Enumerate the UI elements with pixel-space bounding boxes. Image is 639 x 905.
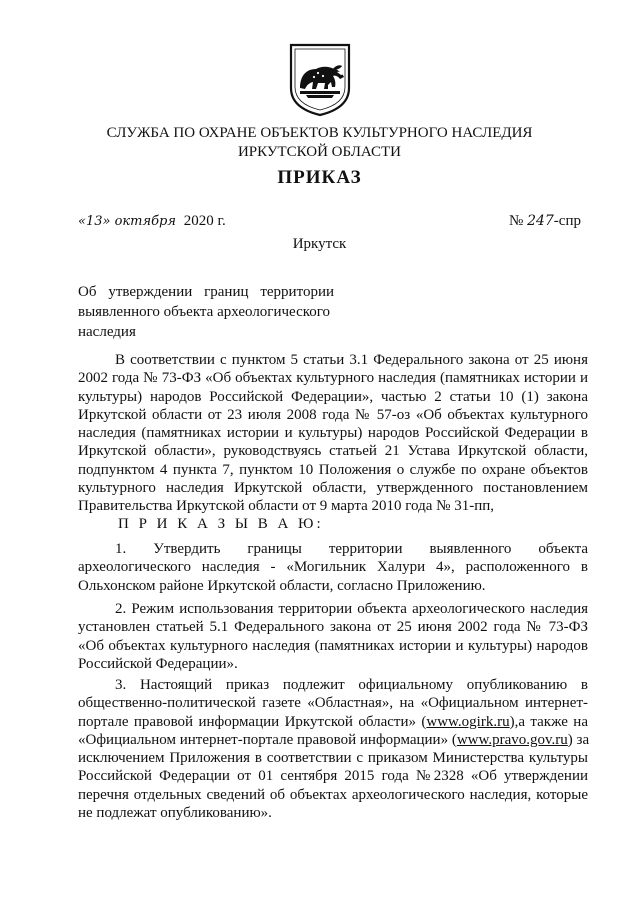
text-fragment: «Официальном интернет-портале правовой информации» ( (78, 731, 457, 748)
paragraph-line: общественно-политической газете «Областная», на «Официальном интернет- (78, 695, 588, 712)
paragraph-line: культурного наследия Иркутской области, утвержденного постановлением (78, 480, 588, 497)
paragraph-line: 1. Утвердить границы территории выявленного объекта (115, 541, 588, 557)
paragraph-line: В соответствии с пунктом 5 статьи 3.1 Федерального закона от 25 июня (115, 352, 588, 368)
preamble-paragraph (78, 351, 588, 516)
order-item-3 (78, 676, 588, 822)
subject-line: выявленного объекта археологического (78, 304, 331, 320)
ogirk-link[interactable]: www.ogirk.ru (426, 713, 510, 730)
organization-name-line2: ИРКУТСКОЙ ОБЛАСТИ (237, 144, 402, 160)
paragraph-line: 2. Режим использования территории объекта археологического наследия (115, 601, 588, 617)
paragraph-line: Иркутской области от 23 июля 2008 года № 57-оз «Об объектах культурного (78, 406, 588, 423)
order-item-1 (78, 540, 588, 595)
document-subject (78, 282, 334, 342)
number-suffix: -спр (553, 213, 581, 229)
text-fragment: ) за (567, 731, 590, 748)
paragraph-line: не подлежат опубликованию». (78, 805, 272, 822)
handwritten-number: 247 (527, 213, 554, 229)
handwritten-date: «13» октября (78, 214, 176, 229)
paragraph-line: перечня отдельных сведений об объектах археологического наследия, которые (78, 786, 588, 803)
paragraph-line: Российской Федерации». (78, 655, 238, 672)
paragraph-line: 3. Настоящий приказ подлежит официальному опубликованию в (115, 677, 588, 693)
document-title: ПРИКАЗ (277, 167, 362, 188)
date-year: 2020 г. (183, 213, 226, 229)
paragraph-line (78, 731, 588, 749)
paragraph-line: «Об объектах культурного наследия (памятниках истории и культуры) народов (78, 637, 588, 654)
paragraph-line: Правительства Иркутской области от 9 марта 2010 года № 31-пп, (78, 498, 494, 515)
subject-line: Об утверждении границ территории (78, 284, 334, 300)
number-prefix: № (509, 213, 524, 229)
paragraph-line: Ольхонском районе Иркутской области, согласно Приложению. (78, 577, 486, 594)
paragraph-line: археологического наследия - «Могильник Халури 4», расположенного в (78, 559, 588, 576)
irkutsk-coat-of-arms-emblem (288, 42, 352, 118)
paragraph-line: 2002 года № 73-ФЗ «Об объектах культурного наследия (памятниках истории и (78, 370, 588, 387)
paragraph-line (78, 713, 588, 731)
document-date (78, 213, 226, 230)
paragraph-line: Российской Федерации от 01 сентября 2015 года №2328 «Об утверждении (78, 768, 588, 785)
paragraph-line: исключением Приложения в соответствии с приказом Министерства культуры (78, 750, 588, 767)
pravo-gov-link[interactable]: www.pravo.gov.ru (456, 731, 568, 748)
document-city: Иркутск (292, 236, 347, 252)
paragraph-line: наследия (памятниках истории и культуры) народов Российской Федерации в (78, 425, 588, 442)
organization-name-line1: СЛУЖБА ПО ОХРАНЕ ОБЪЕКТОВ КУЛЬТУРНОГО НАСЛЕДИЯ (106, 125, 533, 141)
paragraph-line: Иркутской области», руководствуясь статьей 21 Устава Иркутской области, (78, 443, 588, 460)
order-item-2 (78, 600, 588, 673)
text-fragment: портале правовой информации Иркутской области» ( (78, 713, 427, 730)
order-heading: П Р И К А З Ы В А Ю: (118, 516, 324, 532)
paragraph-line: подпунктом 4 пункта 7, пунктом 10 Положения о службе по охране объектов (78, 461, 588, 478)
document-number (509, 213, 581, 230)
paragraph-line: установлен статьей 5.1 Федерального закона от 25 июня 2002 года № 73-ФЗ (78, 619, 588, 636)
text-fragment: ),а также на (509, 713, 588, 730)
paragraph-line: культуры) народов Российской Федерации», частью 2 статьи 10 (1) закона (78, 388, 588, 405)
subject-line: наследия (78, 324, 136, 340)
